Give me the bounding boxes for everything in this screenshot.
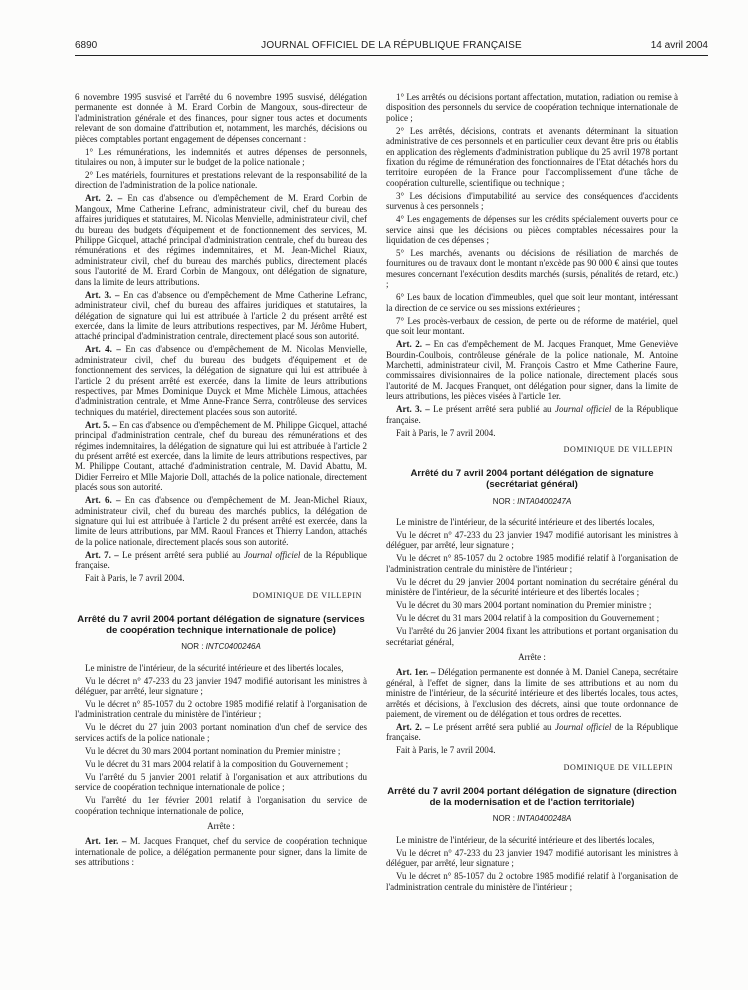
visa: Vu le décret n° 85-1057 du 2 octobre 1985 modifié relatif à l'organisation de l'administration centrale du ministère de l'intérieur ;: [75, 699, 367, 720]
list-item: 4° Les engagements de dépenses sur les crédits spécialement ouverts pour ce service ainsi que les décisions ou pièces comptables nécessaires pour la liquidation de ces dépenses ;: [386, 214, 678, 246]
nor-reference: [386, 814, 678, 824]
article-text: En cas d'empêchement de M. Jacques Franquet, Mme Geneviève Bourdin-Coulbois, contrôleuse générale de la police nationale, M. Antoine Marchetti, administrateur civil, M. François Castro et Mme Catherine Faure, commissaires divisionnaires de la police nationale, directement placés sous l'autorité de M. Jacques Franquet, ont délégation pour signer, dans la limite de leurs attributions, les pièces visées à l'article 1er.: [386, 339, 678, 402]
article-label: Art. 2. –: [85, 193, 123, 204]
article-text: En cas d'absence ou d'empêchement de Mme Catherine Lefranc, administrateur civil, chef du bureau des affaires juridiques et statutaires, la délégation de signature qui lui est attribuée à l'article 2 du présent arrêté est exercée, dans la limite de leurs attributions respectives, par M. Jérôme Hubert, attaché principal d'administration centrale, directement placé sous son autorité.: [75, 289, 368, 342]
list-item: 3° Les décisions d'imputabilité au service des conséquences d'accidents survenus à ces personnels ;: [386, 190, 678, 212]
fait-line: Fait à Paris, le 7 avril 2004.: [85, 573, 185, 584]
article-text: de la République française.: [386, 722, 678, 743]
visa: Vu le décret n° 85-1057 du 2 octobre 1985 modifié relatif à l'organisation de l'administration centrale du ministère de l'intérieur ;: [386, 871, 678, 892]
visa: Vu le décret du 31 mars 2004 relatif à la composition du Gouvernement ;: [396, 613, 660, 624]
article-text: En cas d'absence ou d'empêchement de M. Jean-Michel Riaux, administrateur civil, chef du bureau des marchés publics, la délégation de signature qui lui est attribuée à l'article 2 du présent arrêté est exercée, dans la limite de leurs attributions, par MM. Raoul Frances et Thierry Landon, attachés de la police nationale, directement placés sous son autorité.: [75, 495, 368, 547]
arrete-title: Arrêté du 7 avril 2004 portant délégation de signature (secrétariat général): [410, 468, 654, 490]
visa: Vu le décret du 31 mars 2004 relatif à la composition du Gouvernement ;: [85, 758, 349, 769]
article-text: En cas d'absence ou d'empêchement de M. Erard Corbin de Mangoux, Mme Catherine Lefranc, administrateur civil, chef du bureau des affaires juridiques et statutaires, M. Nicolas Menvielle, administrateur civil, chef du bureau des budgets d'équipement et de fonctionnement des services, M. Philippe Gicquel, attaché principal d'administration centrale, chef du bureau des rémunérations et des régimes indemnitaires, et M. Jean-Michel Riaux, administrateur civil, chef du bureau des marchés publics, directement placés sous l'autorité de M. Erard Corbin de Mangoux, ont délégation de signature, dans la limite de leurs attributions.: [75, 193, 368, 287]
article-3: [386, 404, 678, 425]
visa: Vu le décret du 30 mars 2004 portant nomination du Premier ministre ;: [396, 600, 652, 611]
list-item: 1° Les arrêtés ou décisions portant affectation, mutation, radiation ou remise à disposition des personnels du service de coopération technique internationale de police ;: [386, 92, 678, 123]
article-text: M. Jacques Franquet, chef du service de coopération technique internationale de police, a délégation permanente pour signer, dans la limite de ses attributions :: [75, 836, 368, 868]
article-text: Délégation permanente est donnée à M. Daniel Canepa, secrétaire général, à l'effet de signer, dans la limite de ses attributions et au nom du ministre de l'intérieur, de la sécurité intérieure et des libertés locales, tous actes, arrêtés et décisions, à l'exclusion des décrets, ainsi que toute ordonnance de paiement, de virement ou de délégation et tous ordres de recettes.: [386, 667, 678, 719]
list-item: 5° Les marchés, avenants ou décisions de résiliation de marchés de fournitures ou de travaux dont le montant n'excède pas 90 000 € ainsi que toutes mesures concernant l'exécution desdits marchés (sursis, pénalités de retard, etc.) ;: [386, 248, 678, 290]
visa: Vu l'arrêté du 26 janvier 2004 fixant les attributions et portant organisation du secrétariat général,: [386, 626, 678, 647]
right-column: [386, 92, 678, 895]
visa: Vu l'arrêté du 5 janvier 2001 relatif à l'organisation et aux attributions du service de coopération technique internationale de police ;: [75, 771, 367, 793]
visa: Vu le décret du 29 janvier 2004 portant nomination du secrétaire général du ministère de l'intérieur, de la sécurité intérieure et des libertés locales ;: [386, 576, 678, 598]
nor-code: INTA0400248A: [517, 814, 572, 824]
list-item: 2° Les matériels, fournitures et prestations relevant de la responsabilité de la direction de l'administration de la police nationale.: [75, 170, 367, 191]
article-label: Art. 2. –: [396, 339, 431, 350]
article-2: [75, 193, 367, 287]
visa: Vu le décret n° 85-1057 du 2 octobre 1985 modifié relatif à l'organisation de l'administration centrale du ministère de l'intérieur ;: [386, 553, 678, 574]
article-text: En cas d'absence ou d'empêchement de M. Nicolas Menvielle, administrateur civil, chef du bureau des budgets d'équipement et de fonctionnement des services, la délégation de signature qui lui est attribuée à l'article 2 du présent arrêté est exercée, dans la limite de leurs attributions respectives, par Mmes Dominique Duyck et Mme Michèle Limous, attachées d'administration centrale, et Mme Anne-France Serra, contrôleuse des services techniques du matériel, directement placées sous son autorité.: [75, 344, 368, 417]
article-7: [75, 550, 367, 571]
visa: Vu le décret n° 47-233 du 23 janvier 1947 modifié autorisant les ministres à déléguer, par arrêté, leur signature ;: [75, 675, 367, 697]
article-6: [75, 495, 367, 547]
nor-reference: [75, 642, 367, 652]
visa: Vu le décret du 30 mars 2004 portant nomination du Premier ministre ;: [85, 745, 341, 756]
article-2: [386, 339, 678, 401]
visa: Vu le décret n° 47-233 du 23 janvier 1947 modifié autorisant les ministres à déléguer, par arrêté, leur signature ;: [386, 847, 678, 869]
article-4: [75, 344, 367, 417]
article-label: Art. 4. –: [85, 344, 121, 355]
nor-label: NOR :: [181, 642, 204, 652]
arrete-word: Arrête :: [207, 821, 235, 832]
article-label: Art. 3. –: [396, 404, 430, 415]
journal-reference: Journal officiel: [243, 549, 301, 560]
article-label: Art. 6. –: [85, 495, 121, 506]
list-item: 1° Les rémunérations, les indemnités et autres dépenses de personnels, titulaires ou non, à imputer sur le budget de la police nationale ;: [75, 146, 367, 168]
left-column: [75, 92, 367, 870]
journal-reference: Journal officiel: [554, 404, 612, 415]
fait-line: Fait à Paris, le 7 avril 2004.: [396, 427, 496, 438]
signature: DOMINIQUE DE VILLEPIN: [252, 590, 362, 600]
article-3: [75, 290, 367, 342]
visa: Le ministre de l'intérieur, de la sécurité intérieure et des libertés locales,: [396, 516, 655, 527]
publication-date: 14 avril 2004: [650, 40, 708, 51]
article-text: de la République française.: [386, 404, 678, 425]
article-label: Art. 7. –: [85, 549, 119, 560]
article-label: Art. 1er. –: [396, 667, 436, 678]
article-text: Le présent arrêté sera publié au: [433, 404, 552, 415]
list-item: 2° Les arrêtés, décisions, contrats et avenants déterminant la situation administrative de ces personnels et en particulier ceux devant être pris ou établis en application des règlements d'administration publique du 25 avril 1978 portant fixation du régime de rémunération des fonctionnaires de l'Etat détachés hors du territoire européen de la France pour l'accomplissement d'une tâche de coopération culturelle, scientifique ou technique ;: [386, 125, 678, 188]
header-rule: [75, 55, 708, 56]
article-label: Art. 2. –: [396, 722, 430, 732]
article-1: [75, 836, 367, 867]
article-5: [75, 420, 367, 493]
fait-line: Fait à Paris, le 7 avril 2004.: [396, 745, 496, 756]
nor-label: NOR :: [492, 814, 515, 824]
journal-reference: Journal officiel: [554, 722, 612, 732]
article-1: [386, 667, 678, 719]
article-label: Art. 5. –: [85, 419, 117, 430]
arrete-word: Arrête :: [518, 651, 546, 662]
nor-reference: [386, 497, 678, 507]
arrete-title: Arrêté du 7 avril 2004 portant délégation de signature (services de coopération technique internationale de police): [77, 614, 365, 636]
journal-title: JOURNAL OFFICIEL DE LA RÉPUBLIQUE FRANÇAISE: [261, 40, 522, 51]
article-text: Le présent arrêté sera publié au: [122, 549, 241, 560]
list-item: 6° Les baux de location d'immeubles, quel que soit leur montant, intéressant la direction de ce service ou ses missions extérieures ;: [386, 292, 678, 313]
arrete-title: Arrêté du 7 avril 2004 portant délégation de signature (direction de la modernisation et de l'action territoriale): [387, 786, 677, 808]
signature: DOMINIQUE DE VILLEPIN: [563, 444, 673, 454]
visa: Le ministre de l'intérieur, de la sécurité intérieure et des libertés locales,: [85, 662, 344, 673]
page-number: 6890: [75, 40, 98, 51]
visa: Le ministre de l'intérieur, de la sécurité intérieure et des libertés locales,: [396, 834, 655, 845]
visa: Vu le décret du 27 juin 2003 portant nomination d'un chef de service des services actifs de la police nationale ;: [75, 722, 367, 743]
article-text: En cas d'absence ou d'empêchement de M. Philippe Gicquel, attaché principal d'administration centrale, chef du bureau des rémunérations et des régimes indemnitaires, la délégation de signature qui lui est attribuée à l'article 2 du présent arrêté est exercée, dans la limite de leurs attributions respectives, par M. Philippe Coutant, attaché d'administration centrale, M. David Abattu, M. Didier Ferreiro et Mlle Majorie Doll, attachés de la police nationale, directement placés sous son autorité.: [75, 419, 368, 493]
article-label: Art. 3. –: [85, 289, 120, 300]
visa: Vu l'arrêté du 1er février 2001 relatif à l'organisation du service de coopération technique internationale de police,: [75, 795, 367, 816]
article-label: Art. 1er. –: [85, 836, 127, 847]
list-item: 7° Les procès-verbaux de cession, de perte ou de réforme de matériel, quel que soit leur montant.: [386, 315, 678, 337]
article-text: de la République française.: [75, 549, 367, 571]
nor-code: INTC0400246A: [205, 642, 261, 652]
nor-code: INTA0400247A: [517, 496, 572, 506]
signature: DOMINIQUE DE VILLEPIN: [563, 762, 673, 772]
article-2: [386, 722, 678, 743]
article-text: Le présent arrêté sera publié au: [433, 722, 552, 732]
nor-label: NOR :: [492, 496, 515, 506]
visa: Vu le décret n° 47-233 du 23 janvier 1947 modifié autorisant les ministres à déléguer, par arrêté, leur signature ;: [386, 529, 678, 551]
paragraph-intro: 6 novembre 1995 susvisé et l'arrêté du 6 novembre 1995 susvisé, délégation permanente est donnée à M. Erard Corbin de Mangoux, sous-directeur de l'administration générale et des finances, pour signer tous actes et documents relevant de son domaine d'attribution et, notamment, les marchés, décisions ou pièces comptables portant engagement de dépenses concernant :: [75, 92, 367, 144]
